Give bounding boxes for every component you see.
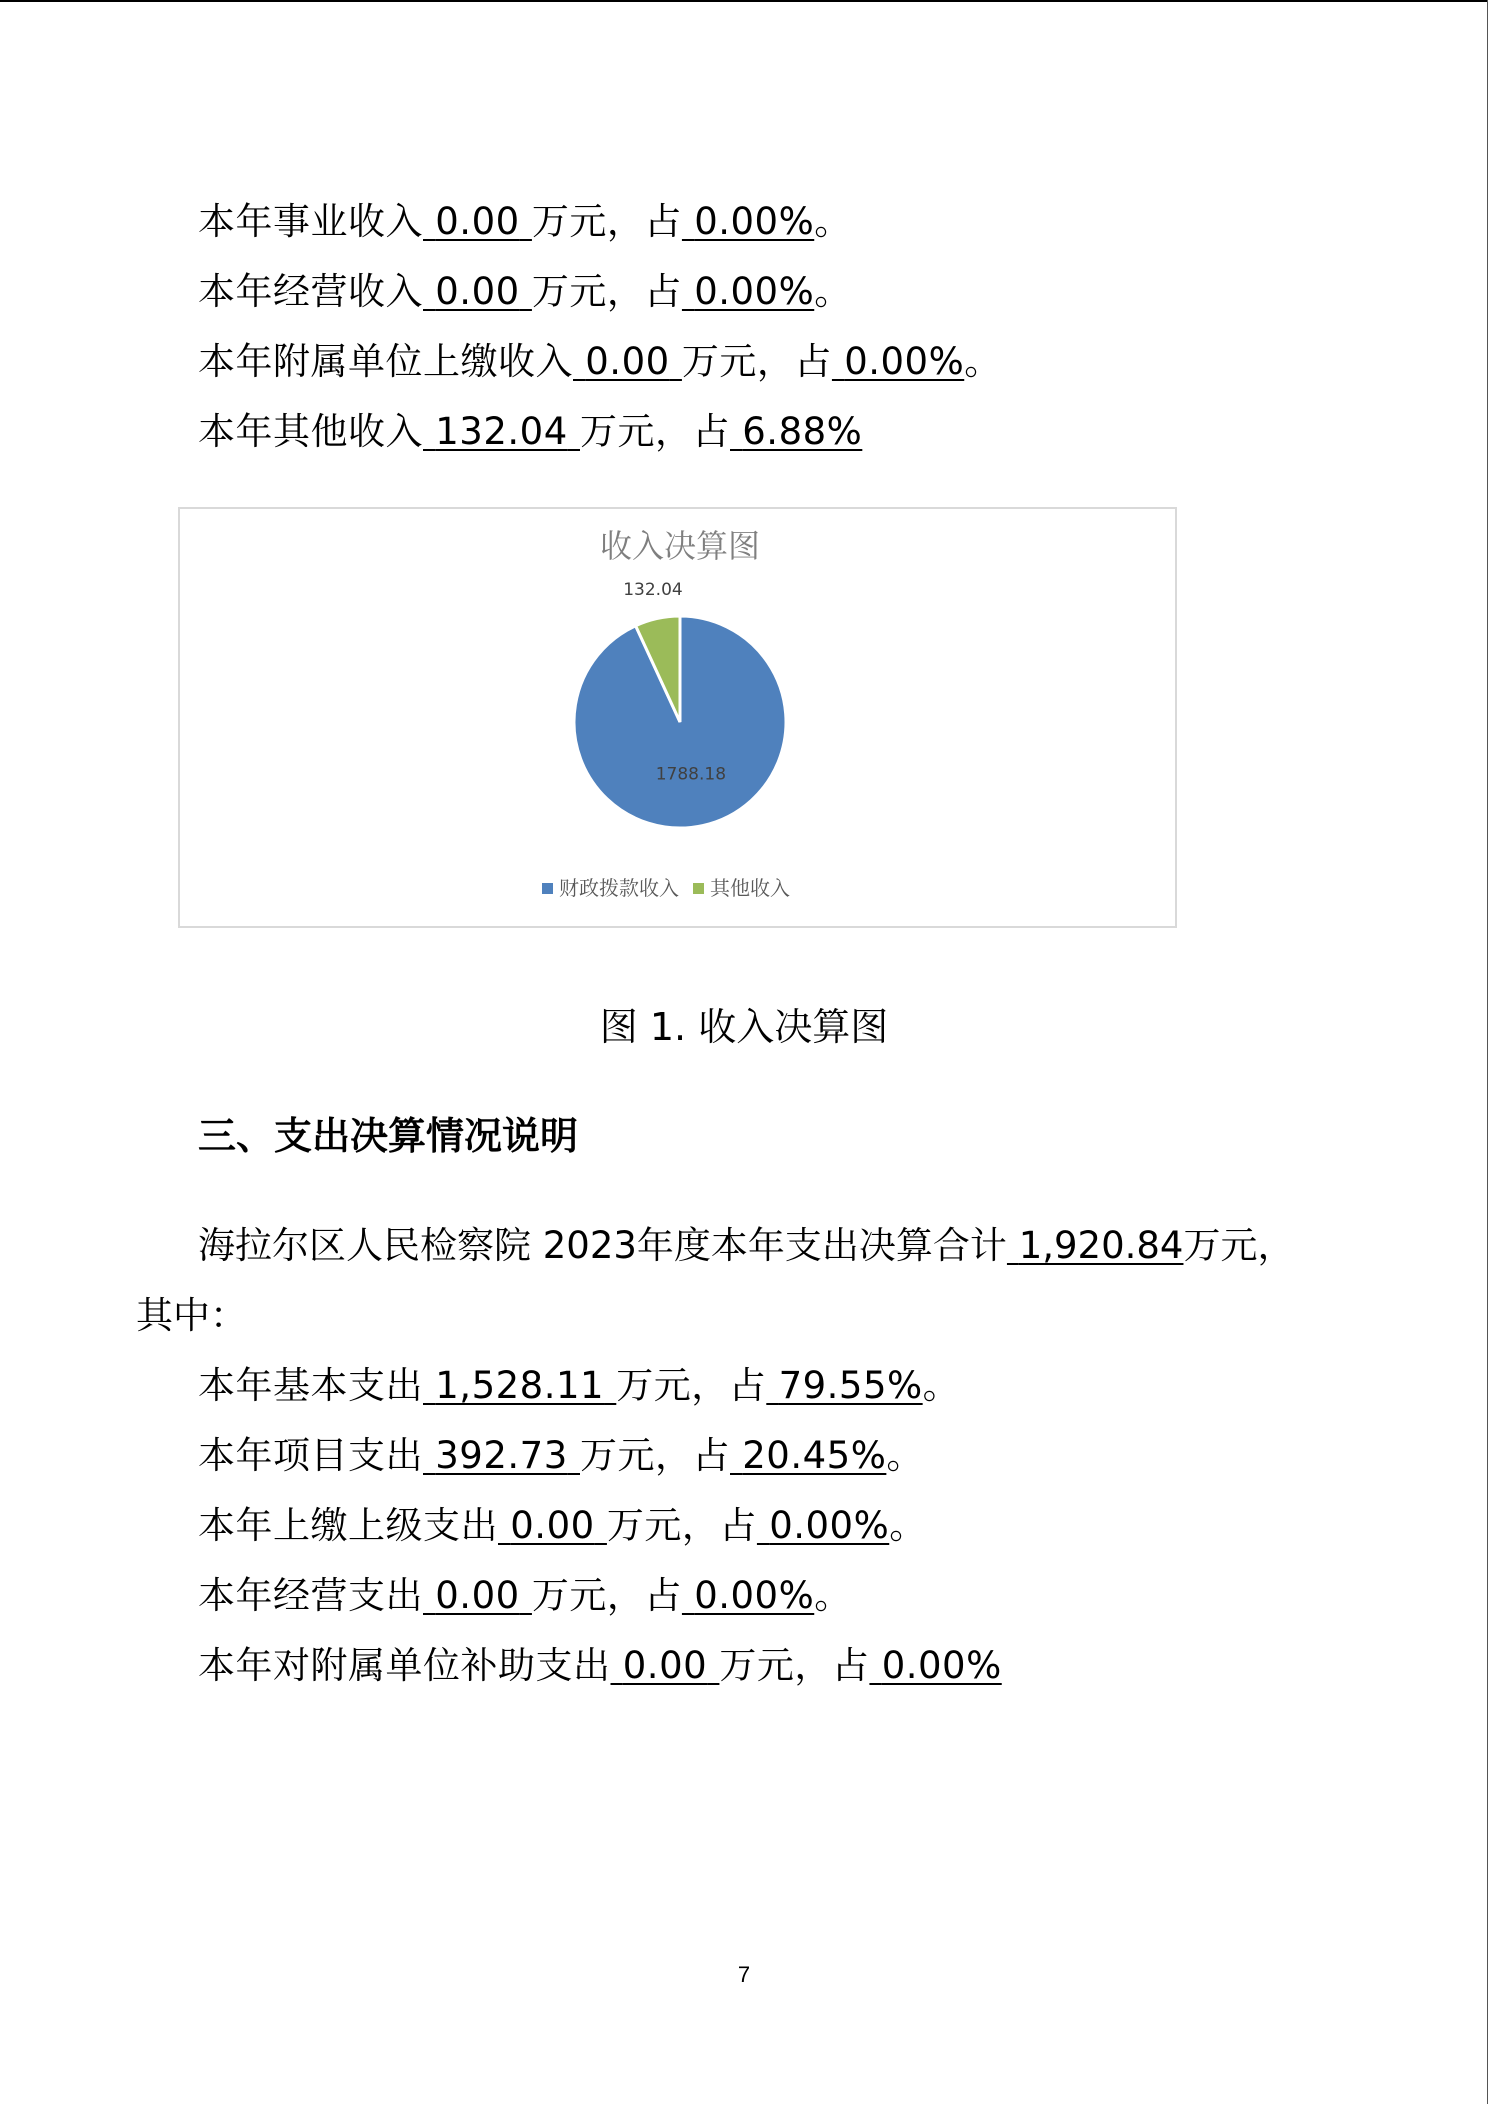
line-percent: 0.00% [694, 270, 815, 313]
expense-line-subsidy [198, 1642, 1002, 1690]
income-pie-svg [180, 509, 1175, 926]
page-top-border [0, 0, 1488, 2]
intro-suffix: 万元， [1183, 1224, 1295, 1267]
line-percent: 0.00% [881, 1644, 1002, 1687]
line-label: 本年经营支出 [198, 1574, 423, 1617]
line-label: 本年基本支出 [198, 1364, 423, 1407]
line-unit: 万元，占 [616, 1364, 767, 1407]
intro-prefix: 海拉尔区人民检察院 2023年度本年支出决算合计 [198, 1224, 1007, 1267]
line-percent: 0.00% [769, 1504, 890, 1547]
income-line-business: 本年事业收入 0.00 万元，占 0.00%。 [198, 200, 852, 243]
line-unit: 万元，占 [681, 340, 832, 383]
line-amount: 0.00 [622, 1644, 708, 1687]
line-amount: 132.04 [435, 410, 568, 453]
line-percent: 6.88% [742, 410, 863, 453]
line-unit: 万元，占 [531, 270, 682, 313]
expense-intro [198, 1222, 1294, 1270]
line-unit: 万元，占 [531, 1574, 682, 1617]
line-label: 本年其他收入 [198, 410, 423, 453]
line-amount: 1,528.11 [435, 1364, 605, 1407]
income-line-operating: 本年经营收入 0.00 万元，占 0.00%。 [198, 270, 852, 313]
intro-amount: 1,920.84 [1018, 1224, 1184, 1267]
chart-title: 收入决算图 [599, 527, 761, 565]
line-label: 本年经营收入 [198, 270, 423, 313]
line-unit: 万元，占 [719, 1644, 870, 1687]
line-amount: 0.00 [510, 1504, 595, 1547]
line-amount: 0.00 [435, 1574, 520, 1617]
line-unit: 万元，占 [580, 410, 730, 453]
expense-line-project: 本年项目支出 392.73 万元，占 20.45%。 [198, 1434, 924, 1477]
line-amount: 0.00 [435, 200, 520, 243]
income-line-affiliated: 本年附属单位上缴收入 0.00 万元，占 0.00%。 [198, 340, 1002, 383]
legend-swatch-1 [542, 883, 553, 894]
legend-label-1: 财政拨款收入 [559, 876, 679, 900]
line-percent: 79.55% [778, 1364, 923, 1407]
line-unit: 万元，占 [606, 1504, 757, 1547]
income-chart [178, 507, 1177, 928]
line-percent: 0.00% [844, 340, 965, 383]
line-label: 本年事业收入 [198, 200, 423, 243]
line-label: 本年对附属单位补助支出 [198, 1644, 611, 1687]
pie-data-label-2: 132.04 [623, 579, 683, 600]
expense-line-basic: 本年基本支出 1,528.11 万元，占 79.55%。 [198, 1364, 961, 1407]
pie-data-label-1: 1788.18 [655, 764, 727, 785]
expense-line-operating: 本年经营支出 0.00 万元，占 0.00%。 [198, 1574, 852, 1617]
line-label: 本年项目支出 [198, 1434, 423, 1477]
line-unit: 万元，占 [531, 200, 682, 243]
income-line-other [198, 408, 862, 456]
line-percent: 0.00% [694, 200, 815, 243]
line-unit: 万元，占 [580, 1434, 730, 1477]
figure-caption: 图 1. 收入决算图 [599, 1005, 889, 1049]
legend-swatch-2 [693, 883, 704, 894]
line-percent: 0.00% [694, 1574, 815, 1617]
legend-label-2: 其他收入 [710, 876, 790, 900]
expense-intro-line2: 其中： [136, 1294, 247, 1337]
line-amount: 0.00 [585, 340, 670, 383]
expense-line-upper: 本年上缴上级支出 0.00 万元，占 0.00%。 [198, 1504, 927, 1547]
line-amount: 392.73 [435, 1434, 568, 1477]
section-heading: 三、支出决算情况说明 [198, 1114, 579, 1158]
line-label: 本年附属单位上缴收入 [198, 340, 573, 383]
line-percent: 20.45% [742, 1434, 887, 1477]
line-label: 本年上缴上级支出 [198, 1504, 498, 1547]
page-number: 7 [737, 1962, 751, 1987]
line-amount: 0.00 [435, 270, 520, 313]
